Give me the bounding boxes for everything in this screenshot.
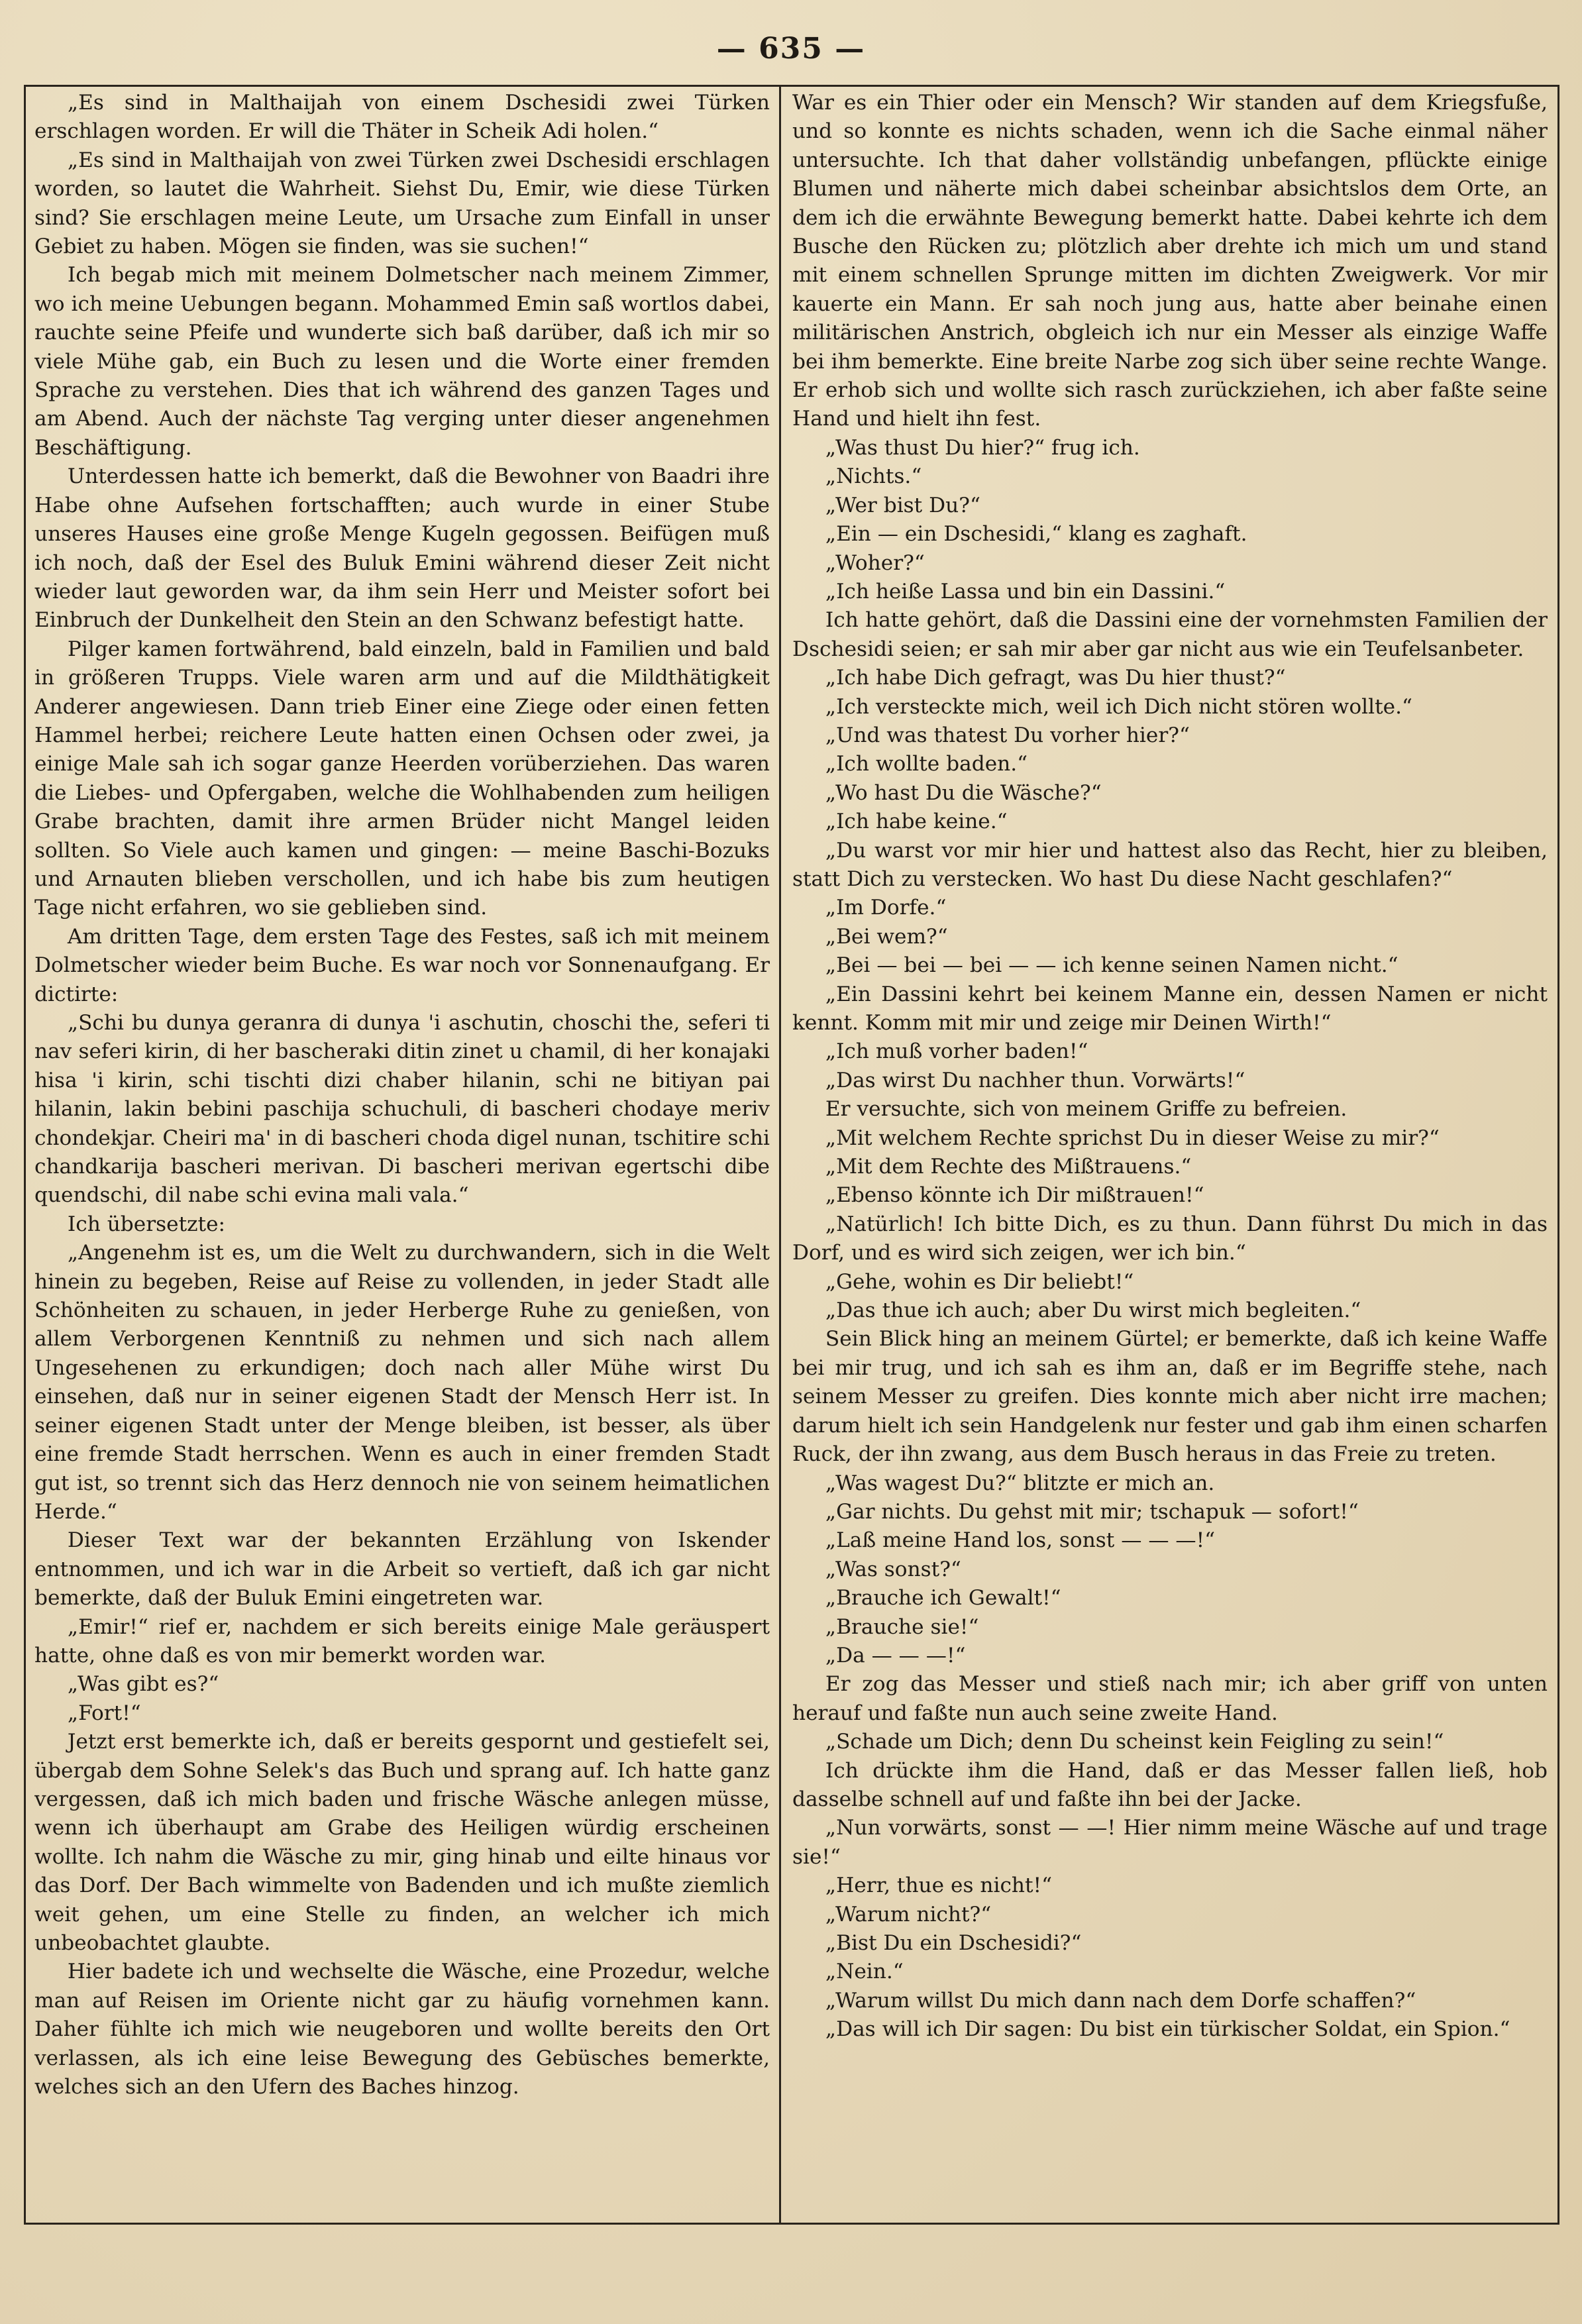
paragraph: „Schade um Dich; denn Du scheinst kein Feigling zu sein!“ bbox=[825, 1730, 1444, 1754]
paragraph: „Ich habe keine.“ bbox=[825, 810, 1008, 834]
paragraph: „Gehe, wohin es Dir beliebt!“ bbox=[825, 1269, 1134, 1294]
paragraph: „Fort!“ bbox=[67, 1701, 141, 1725]
paragraph: „Wer bist Du?“ bbox=[825, 493, 980, 517]
paragraph: „Ich wollte baden.“ bbox=[825, 752, 1028, 776]
right-column bbox=[792, 89, 1548, 2221]
paragraph: War es ein Thier oder ein Mensch? Wir standen auf dem Kriegsfuße, und so konnte es nichts schaden, wenn ich die Sache einmal näher untersuchte. Ich that daher vollständig unbefangen, pflückte einige Blumen und näherte mich dabei scheinbar absichtslos dem Orte, an dem ich die erwähnte Bewegung bemerkt hatte. Dabei kehrte ich dem Busche den Rücken zu; plötzlich aber drehte ich mich um und stand mit einem schnellen Sprunge mitten im dichten Zweigwerk. Vor mir kauerte ein Mann. Er sah noch jung aus, hatte aber beinahe einen militärischen Anstrich, obgleich ich nur ein Messer als einzige Waffe bei ihm bemerkte. Eine breite Narbe zog sich über seine rechte Wange. Er erhob sich und wollte sich rasch zurückziehen, ich aber faßte seine Hand und hielt ihn fest. bbox=[792, 91, 1548, 431]
paragraph: „Mit welchem Rechte sprichst Du in dieser Weise zu mir?“ bbox=[825, 1126, 1440, 1150]
paragraph: „Ich habe Dich gefragt, was Du hier thust?“ bbox=[825, 666, 1286, 690]
paragraph: „Was sonst?“ bbox=[825, 1557, 961, 1581]
paragraph: Hier badete ich und wechselte die Wäsche, eine Prozedur, welche man auf Reisen im Oriente nicht gar zu häufig vornehmen kann. Daher fühlte ich mich wie neugeboren und wollte bereits den Ort verlassen, als ich eine leise Bewegung des Gebüsches bemerkte, welches sich an den Ufern des Baches hinzog. bbox=[34, 1960, 770, 2099]
paragraph: „Das will ich Dir sagen: Du bist ein türkischer Soldat, ein Spion.“ bbox=[825, 2017, 1510, 2042]
paragraph: „Natürlich! Ich bitte Dich, es zu thun. Dann führst Du mich in das Dorf, und es wird sich zeigen, wer ich bin.“ bbox=[792, 1212, 1548, 1265]
paragraph: „Emir!“ rief er, nachdem er sich bereits einige Male geräuspert hatte, ohne daß es von mir bemerkt worden war. bbox=[34, 1614, 770, 1667]
paragraph: Er zog das Messer und stieß nach mir; ich aber griff von unten herauf und faßte nun auch seine zweite Hand. bbox=[792, 1672, 1548, 1725]
paragraph: Am dritten Tage, dem ersten Tage des Festes, saß ich mit meinem Dolmetscher wieder beim Buche. Es war noch vor Sonnenaufgang. Er dictirte: bbox=[34, 924, 770, 1006]
paragraph: „Nein.“ bbox=[825, 1960, 904, 1984]
paragraph: Ich hatte gehört, daß die Dassini eine der vornehmsten Familien der Dschesidi seien; er sah mir aber gar nicht aus wie ein Teufelsanbeter. bbox=[792, 608, 1548, 661]
paragraph: „Ich versteckte mich, weil ich Dich nicht stören wollte.“ bbox=[825, 694, 1412, 719]
paragraph: „Da — — —!“ bbox=[825, 1643, 966, 1667]
paragraph: „Gar nichts. Du gehst mit mir; tschapuk — sofort!“ bbox=[825, 1499, 1359, 1524]
paragraph: „Was thust Du hier?“ frug ich. bbox=[825, 435, 1140, 460]
paragraph: „Es sind in Malthaijah von zwei Türken zwei Dschesidi erschlagen worden, so lautet die Wahrheit. Siehst Du, Emir, wie diese Türken sind? Sie erschlagen meine Leute, um Ursache zum Einfall in unser Gebiet zu haben. Mögen sie finden, was sie suchen!“ bbox=[34, 148, 770, 259]
paragraph: „Woher?“ bbox=[825, 551, 925, 575]
paragraph: „Warum nicht?“ bbox=[825, 1902, 992, 1927]
paragraph: „Bei wem?“ bbox=[825, 924, 948, 949]
page-number: — 635 — bbox=[716, 32, 866, 66]
paragraph: „Das thue ich auch; aber Du wirst mich begleiten.“ bbox=[825, 1298, 1361, 1323]
paragraph: Er versuchte, sich von meinem Griffe zu befreien. bbox=[825, 1097, 1347, 1122]
left-column bbox=[34, 89, 770, 2221]
paragraph: „Und was thatest Du vorher hier?“ bbox=[825, 723, 1190, 747]
paragraph: „Laß meine Hand los, sonst — — —!“ bbox=[825, 1528, 1216, 1553]
paragraph: „Bist Du ein Dschesidi?“ bbox=[825, 1931, 1082, 1955]
paragraph: Ich drückte ihm die Hand, daß er das Messer fallen ließ, hob dasselbe schnell auf und faßte ihn bei der Jacke. bbox=[792, 1758, 1548, 1811]
paragraph: Jetzt erst bemerkte ich, daß er bereits gespornt und gestiefelt sei, übergab dem Sohne Selek's das Buch und sprang auf. Ich hatte ganz vergessen, daß ich mich baden und frische Wäsche anlegen müsse, wenn ich überhaupt am Grabe des Heiligen würdig erscheinen wollte. Ich nahm die Wäsche zu mir, ging hinab und eilte hinaus vor das Dorf. Der Bach wimmelte von Badenden und ich mußte ziemlich weit gehen, um eine Stelle zu finden, an welcher ich mich unbeobachtet glaubte. bbox=[34, 1730, 770, 1955]
paragraph: Pilger kamen fortwährend, bald einzeln, bald in Familien und bald in größeren Trupps. Viele waren arm und auf die Mildthätigkeit Anderer angewiesen. Dann trieb Einer eine Ziege oder einen fetten Hammel herbei; reichere Leute hatten einen Ochsen oder zwei, ja einige Male sah ich sogar ganze Heerden vorüberziehen. Das waren die Liebes- und Opfergaben, welche die Wohlhabenden zum heiligen Grabe brachten, damit ihre armen Brüder nicht Mangel leiden sollten. So Viele auch kamen und gingen: — meine Baschi-Bozuks und Arnauten blieben verschollen, und ich habe bis zum heutigen Tage nicht erfahren, wo sie geblieben sind. bbox=[34, 637, 770, 920]
paragraph: „Bei — bei — bei — — ich kenne seinen Namen nicht.“ bbox=[825, 953, 1398, 978]
paragraph: „Nun vorwärts, sonst — —! Hier nimm meine Wäsche auf und trage sie!“ bbox=[792, 1816, 1548, 1869]
paragraph: Ich übersetzte: bbox=[67, 1212, 226, 1236]
paragraph: „Mit dem Rechte des Mißtrauens.“ bbox=[825, 1155, 1192, 1179]
paragraph: Dieser Text war der bekannten Erzählung von Iskender entnommen, und ich war in die Arbeit so vertieft, daß ich gar nicht bemerkte, daß der Buluk Emini eingetreten war. bbox=[34, 1528, 770, 1611]
paragraph: „Herr, thue es nicht!“ bbox=[825, 1874, 1053, 1898]
paragraph: „Ebenso könnte ich Dir mißtrauen!“ bbox=[825, 1183, 1204, 1208]
paragraph: „Brauche sie!“ bbox=[825, 1614, 979, 1639]
paragraph: „Du warst vor mir hier und hattest also das Recht, hier zu bleiben, statt Dich zu verstecken. Wo hast Du diese Nacht geschlafen?“ bbox=[792, 838, 1548, 891]
paragraph: „Was wagest Du?“ blitzte er mich an. bbox=[825, 1471, 1215, 1495]
paragraph: „Ich heiße Lassa und bin ein Dassini.“ bbox=[825, 579, 1226, 604]
paragraph: Unterdessen hatte ich bemerkt, daß die Bewohner von Baadri ihre Habe ohne Aufsehen fortschafften; auch wurde in einer Stube unseres Hauses eine große Menge Kugeln gegossen. Beifügen muß ich noch, daß der Esel des Buluk Emini während dieser Zeit nicht wieder laut geworden war, da ihm sein Herr und Meister sofort bei Einbruch der Dunkelheit den Stein an den Schwanz befestigt hatte. bbox=[34, 464, 770, 633]
paragraph: „Ein — ein Dschesidi,“ klang es zaghaft. bbox=[825, 522, 1247, 547]
paragraph: „Ich muß vorher baden!“ bbox=[825, 1039, 1088, 1064]
paragraph: „Es sind in Malthaijah von einem Dschesidi zwei Türken erschlagen worden. Er will die Thäter in Scheik Adi holen.“ bbox=[34, 91, 770, 144]
paragraph: „Brauche ich Gewalt!“ bbox=[825, 1586, 1061, 1611]
paragraph: Ich begab mich mit meinem Dolmetscher nach meinem Zimmer, wo ich meine Uebungen begann. Mohammed Emin saß wortlos dabei, rauchte seine Pfeife und wunderte sich baß darüber, daß ich mir so viele Mühe gab, ein Buch zu lesen und die Worte einer fremden Sprache zu verstehen. Dies that ich während des ganzen Tages und am Abend. Auch der nächste Tag verging unter dieser angenehmen Beschäftigung. bbox=[34, 263, 770, 460]
paragraph: „Das wirst Du nachher thun. Vorwärts!“ bbox=[825, 1068, 1245, 1092]
paragraph: „Angenehm ist es, um die Welt zu durchwandern, sich in die Welt hinein zu begeben, Reise auf Reise zu vollenden, in jeder Stadt alle Schönheiten zu schauen, in jeder Herberge Ruhe zu genießen, von allem Verborgenen Kenntniß zu nehmen und sich nach allem Ungesehenen zu erkundigen; doch nach aller Mühe wirst Du einsehen, daß nur in seiner eigenen Stadt der Mensch Herr ist. In seiner eigenen Stadt unter der Menge bleiben, ist besser, als über eine fremde Stadt herrschen. Wenn es auch in einer fremden Stadt gut ist, so trennt sich das Herz dennoch nie von seinem heimatlichen Herde.“ bbox=[34, 1241, 770, 1524]
paragraph: „Nichts.“ bbox=[825, 464, 922, 489]
paragraph: Sein Blick hing an meinem Gürtel; er bemerkte, daß ich keine Waffe bei mir trug, und ich sah es ihm an, daß er im Begriffe stehe, nach seinem Messer zu greifen. Dies konnte mich aber nicht irre machen; darum hielt ich sein Handgelenk nur fester und gab ihm einen scharfen Ruck, der ihn zwang, aus dem Busch heraus in das Freie zu treten. bbox=[792, 1327, 1548, 1467]
paragraph: „Warum willst Du mich dann nach dem Dorfe schaffen?“ bbox=[825, 1988, 1416, 2013]
paragraph: „Ein Dassini kehrt bei keinem Manne ein, dessen Namen er nicht kennt. Komm mit mir und zeige mir Deinen Wirth!“ bbox=[792, 982, 1548, 1035]
paragraph: „Im Dorfe.“ bbox=[825, 896, 947, 920]
column-divider bbox=[779, 85, 781, 2225]
paragraph: „Was gibt es?“ bbox=[67, 1672, 219, 1697]
paragraph: „Wo hast Du die Wäsche?“ bbox=[825, 780, 1102, 805]
paragraph: „Schi bu dunya geranra di dunya 'i aschutin, choschi the, seferi ti nav seferi kirin, di her bascheraki ditin zinet u chamil, di her konajaki hisa 'i kirin, schi tischti dizi chaber hilanin, schi ne bitiyan pai hilanin, lakin bebini paschija schuchuli, di bascheri chodaye meriv chondekjar. Cheiri ma' in di bascheri choda digel nunan, tschitire schi chandkarija bascheri merivan. Di bascheri merivan egertschi dibe quendschi, dil nabe schi evina mali vala.“ bbox=[34, 1011, 770, 1208]
